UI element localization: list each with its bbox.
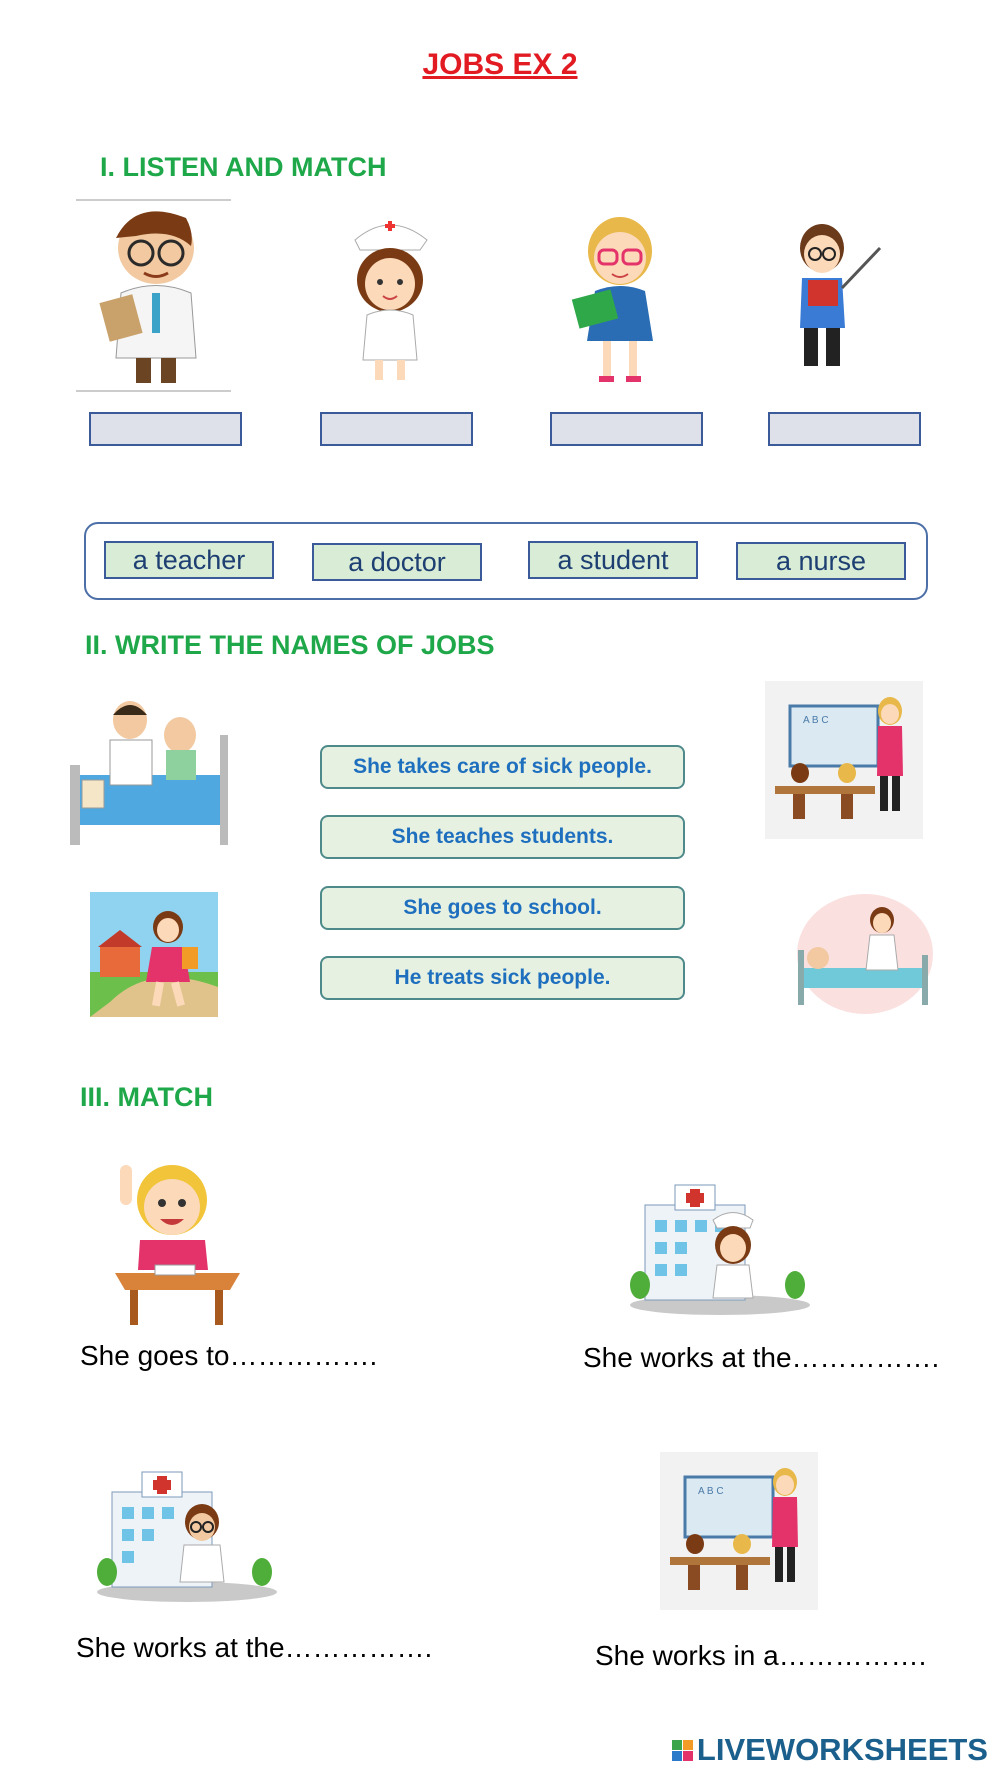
sentence-2[interactable]: She teaches students. xyxy=(320,815,685,859)
teacher-picture xyxy=(780,218,890,373)
answer-box-4[interactable] xyxy=(768,412,921,446)
answer-box-3[interactable] xyxy=(550,412,703,446)
teacher-in-classroom-picture xyxy=(765,681,923,839)
teacher-in-classroom-picture-2 xyxy=(660,1452,818,1610)
liveworksheets-logo[interactable] xyxy=(672,1732,988,1768)
answer-box-2[interactable] xyxy=(320,412,473,446)
svg-text:A B C: A B C xyxy=(803,715,829,726)
logo-icon xyxy=(672,1740,693,1761)
nurse-picture xyxy=(335,210,445,385)
student-picture xyxy=(565,206,675,386)
word-chip-student[interactable]: a student xyxy=(528,541,698,579)
page-title: JOBS EX 2 xyxy=(422,48,578,81)
section-1-heading: I. LISTEN AND MATCH xyxy=(100,152,387,182)
word-chip-doctor[interactable]: a doctor xyxy=(312,543,482,581)
nurse-at-hospital-picture xyxy=(625,1180,810,1315)
doctor-at-hospital-picture xyxy=(92,1467,277,1602)
sentence-3[interactable]: She goes to school. xyxy=(320,886,685,930)
word-chip-nurse[interactable]: a nurse xyxy=(736,542,906,580)
match-text-3: She works at the……………. xyxy=(76,1632,433,1663)
sentence-1[interactable]: She takes care of sick people. xyxy=(320,745,685,789)
match-text-4: She works in a……………. xyxy=(595,1640,927,1671)
sentence-4[interactable]: He treats sick people. xyxy=(320,956,685,1000)
student-at-desk-picture xyxy=(110,1155,245,1335)
svg-text:A B C: A B C xyxy=(698,1486,724,1497)
word-chip-teacher[interactable]: a teacher xyxy=(104,541,274,579)
section-2-heading: II. WRITE THE NAMES OF JOBS xyxy=(85,630,495,660)
match-text-1: She goes to……………. xyxy=(80,1340,378,1371)
section-3-heading: III. MATCH xyxy=(80,1082,213,1112)
doctor-picture xyxy=(76,198,231,393)
answer-box-1[interactable] xyxy=(89,412,242,446)
match-text-2: She works at the……………. xyxy=(583,1342,940,1373)
logo-text: LIVEWORKSHEETS xyxy=(696,1732,988,1767)
nurse-with-patient-picture xyxy=(790,890,935,1018)
doctor-with-patient-picture xyxy=(70,695,230,855)
girl-going-to-school-picture xyxy=(90,892,218,1017)
